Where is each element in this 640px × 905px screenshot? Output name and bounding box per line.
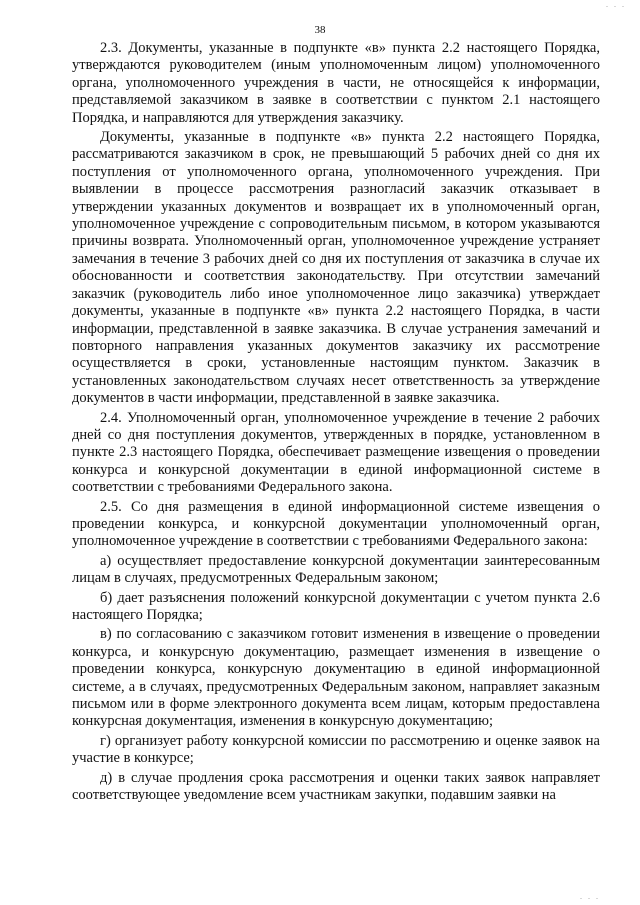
page-number: 38 xyxy=(314,24,326,36)
list-item-v: в) по согласованию с заказчиком готовит изменения в извещение о проведении конкурса, и конкурсную документацию, размещает изменения в извещение о проведении конкурса, конкурсную документацию в единой информационной системе, а в случаях, предусмотренных Федеральным законом, направляет заказным письмом или в форме электронного документа всем лицам, которым предоставлена конкурсная документация, изменения в конкурсную документацию; xyxy=(72,626,600,730)
list-item-d: д) в случае продления срока рассмотрения и оценки таких заявок направляет соответствующее уведомление всем участникам закупки, подавшим заявки на xyxy=(72,769,600,804)
list-item-a: а) осуществляет предоставление конкурсной документации заинтересованным лицам в случаях, предусмотренных Федеральным законом; xyxy=(72,552,600,587)
list-item-g: г) организует работу конкурсной комиссии по рассмотрению и оценке заявок на участие в конкурсе; xyxy=(72,732,600,767)
document-body xyxy=(72,40,600,806)
paragraph-2-3-review: Документы, указанные в подпункте «в» пункта 2.2 настоящего Порядка, рассматриваются заказчиком в срок, не превышающий 5 рабочих дней со дня их поступления от уполномоченного органа, уполномоченного учреждения. При выявлении в процессе рассмотрения разногласий заказчик отказывает в утверждении указанных документов и возвращает их в уполномоченный орган, уполномоченное учреждение с сопроводительным письмом, в котором указываются причины возврата. Уполномоченный орган, уполномоченное учреждение устраняет замечания в течение 3 рабочих дней со дня их поступления от заказчика в случае их обоснованности и соответствия законодательству. При отсутствии замечаний заказчик (руководитель либо иное уполномоченное лицо заказчика) утверждает документы, указанные в подпункте «в» пункта 2.2 настоящего Порядка, в части информации, представленной в заявке заказчика. В случае устранения замечаний и повторного направления указанных документов заказчику их рассмотрение осуществляется в сроки, установленные настоящим пунктом. Заказчик в установленных законодательством случаях несет ответственность за утверждение документов в части информации, представленной в заявке заказчика. xyxy=(72,129,600,407)
paragraph-2-3: 2.3. Документы, указанные в подпункте «в» пункта 2.2 настоящего Порядка, утверждаются руководителем (иным уполномоченным лицом) уполномоченного органа, уполномоченного учреждения в части, не относящейся к информации, представляемой заказчиком в заявке в соответствии с пунктом 2.1 настоящего Порядка, и направляются для утверждения заказчику. xyxy=(72,40,600,126)
paragraph-2-4: 2.4. Уполномоченный орган, уполномоченное учреждение в течение 2 рабочих дней со дня поступления документов, утвержденных в порядке, установленном в пункте 2.3 настоящего Порядка, обеспечивает размещение извещения о проведении конкурса и конкурсной документации в единой информационной системе в соответствии с требованиями Федерального закона. xyxy=(72,409,600,496)
scan-mark-bottom: . . . xyxy=(580,892,600,901)
scan-mark-top: . . . xyxy=(606,0,626,9)
paragraph-2-5: 2.5. Со дня размещения в единой информационной системе извещения о проведении конкурса, и конкурсной документации уполномоченный орган, уполномоченное учреждение в соответствии с требованиями Федерального закона: xyxy=(72,498,600,550)
list-item-b: б) дает разъяснения положений конкурсной документации с учетом пункта 2.6 настоящего Порядка; xyxy=(72,589,600,623)
